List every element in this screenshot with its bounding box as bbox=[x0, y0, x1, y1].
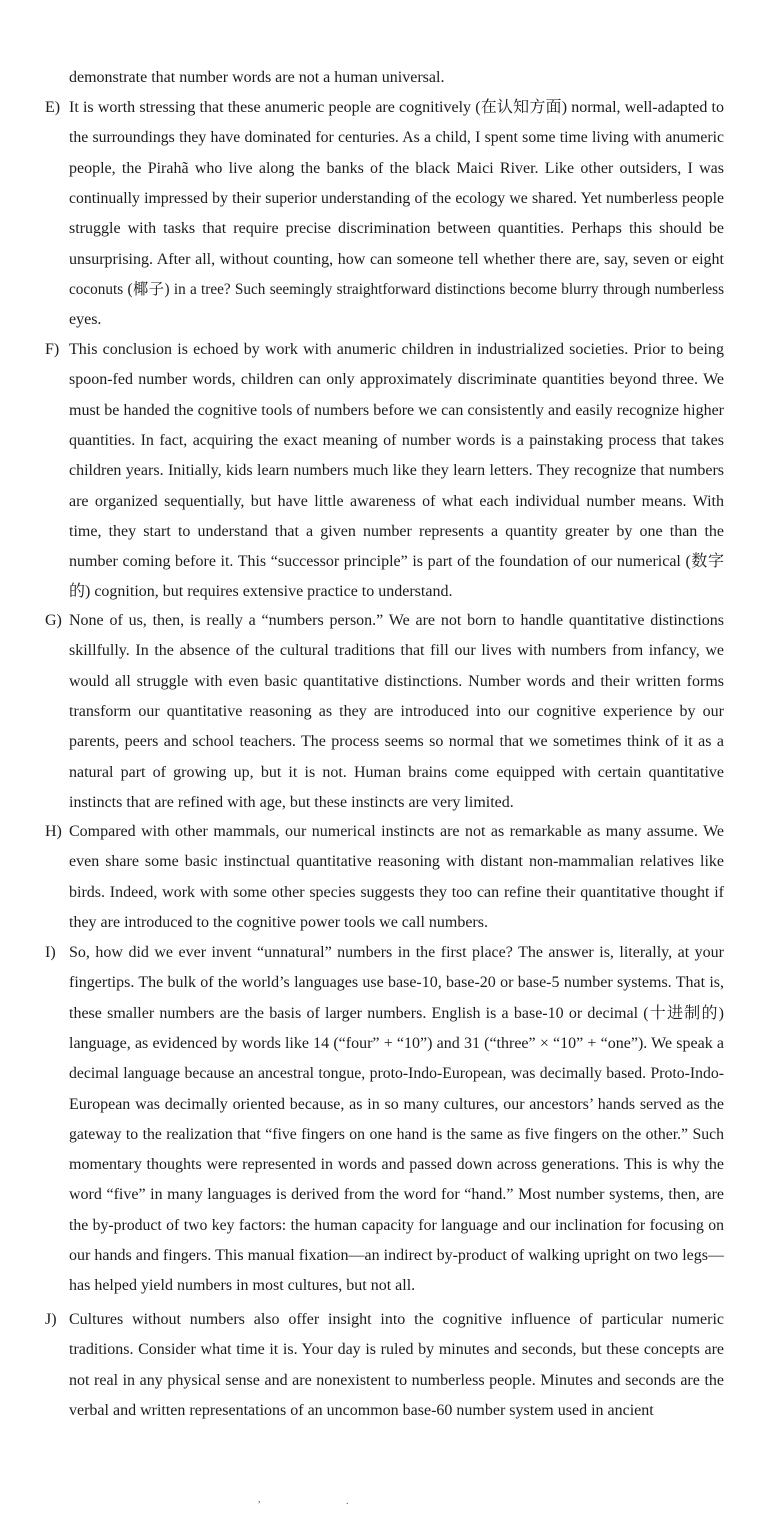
paragraph-letter: F) bbox=[45, 341, 60, 358]
paragraph-letter: H) bbox=[45, 823, 62, 840]
paragraph-line: natural part of growing up, but it is not. Human brains come equipped with certain quantitative bbox=[69, 763, 724, 781]
paragraph-line: European was decimally oriented because, as in so many cultures, our ancestors’ hands served as the bbox=[69, 1095, 724, 1113]
paragraph-line: fingertips. The bulk of the world’s languages use base-10, base-20 or base-5 number systems. That is, bbox=[69, 974, 724, 992]
paragraph-line: the surroundings they have dominated for centuries. As a child, I spent some time living with anumeric bbox=[69, 129, 724, 147]
paragraph-line: parents, peers and school teachers. The process seems so normal that we sometimes think of it as a bbox=[69, 733, 724, 751]
paragraph-line: verbal and written representations of an uncommon base-60 number system used in ancient bbox=[69, 1401, 654, 1419]
paragraph-line: demonstrate that number words are not a human universal. bbox=[69, 69, 445, 86]
paragraph-line: language, as evidenced by words like 14 (“four” + “10”) and 31 (“three” × “10” + “one”). We speak a bbox=[69, 1034, 724, 1052]
scan-mark: , bbox=[258, 1494, 261, 1505]
paragraph-line: eyes. bbox=[69, 311, 102, 329]
paragraph-line: children years. Initially, kids learn numbers much like they learn letters. They recognize that numbers bbox=[69, 462, 724, 480]
paragraph-line: traditions. Consider what time it is. Your day is ruled by minutes and seconds, but these concepts are bbox=[69, 1341, 724, 1359]
paragraph-line: coconuts (椰子) in a tree? Such seemingly straightforward distinctions become blurry through numberless bbox=[69, 280, 724, 298]
paragraph-line: 的) cognition, but requires extensive practice to understand. bbox=[69, 583, 453, 601]
paragraph-line: So, how did we ever invent “unnatural” numbers in the first place? The answer is, literally, at your bbox=[69, 944, 724, 961]
paragraph-line: time, they start to understand that a given number represents a quantity greater by one than the bbox=[69, 522, 724, 540]
paragraph-line: This conclusion is echoed by work with anumeric children in industrialized societies. Prior to being bbox=[69, 341, 724, 358]
paragraph-line: It is worth stressing that these anumeric people are cognitively (在认知方面) normal, well-adapted to bbox=[69, 99, 724, 116]
paragraph-line: None of us, then, is really a “numbers person.” We are not born to handle quantitative distinctions bbox=[69, 612, 724, 629]
paragraph-line: word “five” in many languages is derived from the word for “hand.” Most number systems, then, are bbox=[69, 1186, 724, 1204]
paragraph-line: number coming before it. This “successor principle” is part of the foundation of our numerical (数字 bbox=[69, 553, 724, 571]
paragraph-line: are organized sequentially, but have little awareness of what each individual number means. With bbox=[69, 492, 724, 510]
paragraph-letter: G) bbox=[45, 612, 62, 629]
paragraph-line: transform our quantitative reasoning as they are introduced into our cognitive experience by our bbox=[69, 702, 724, 720]
paragraph-line: our hands and fingers. This manual fixation—an indirect by-product of walking upright on two legs— bbox=[69, 1247, 724, 1264]
paragraph-line: not real in any physical sense and are nonexistent to numberless people. Minutes and seconds are the bbox=[69, 1371, 724, 1389]
paragraph-line: they are introduced to the cognitive power tools we call numbers. bbox=[69, 913, 488, 931]
paragraph-line: people, the Pirahã who live along the banks of the black Maici River. Like other outsiders, I was bbox=[69, 159, 724, 177]
paragraph-line: Cultures without numbers also offer insight into the cognitive influence of particular numeric bbox=[69, 1311, 724, 1328]
paragraph-letter: I) bbox=[45, 944, 56, 961]
paragraph-line: spoon-fed number words, children can only approximately discriminate quantities beyond three. We bbox=[69, 371, 724, 389]
paragraph-line: even share some basic instinctual quantitative reasoning with distant non-mammalian relatives like bbox=[69, 853, 724, 871]
paragraph-line: must be handed the cognitive tools of numbers before we can consistently and easily recognize higher bbox=[69, 401, 724, 419]
scan-mark: . bbox=[346, 1496, 349, 1507]
paragraph-line: quantities. In fact, acquiring the exact meaning of number words is a painstaking process that takes bbox=[69, 431, 724, 449]
paragraph-line: unsurprising. After all, without counting, how can someone tell whether there are, say, seven or eight bbox=[69, 250, 724, 268]
paragraph-line: gateway to the realization that “five fingers on one hand is the same as five fingers on the other.” Such bbox=[69, 1125, 724, 1143]
paragraph-line: skillfully. In the absence of the cultural traditions that fill our lives with numbers from infancy, we bbox=[69, 642, 724, 660]
paragraph-line: birds. Indeed, work with some other species suggests they too can refine their quantitative thought if bbox=[69, 883, 724, 901]
paragraph-line: would all struggle with even basic quantitative distinctions. Number words and their written forms bbox=[69, 672, 724, 690]
paragraph-line: has helped yield numbers in most cultures, but not all. bbox=[69, 1277, 416, 1295]
paragraph-letter: J) bbox=[45, 1311, 57, 1328]
paragraph-line: struggle with tasks that require precise discrimination between quantities. Perhaps this should be bbox=[69, 220, 724, 238]
paragraph-line: decimal language because an ancestral tongue, proto-Indo-European, was decimally based. Proto-Indo- bbox=[69, 1065, 724, 1083]
paragraph-line: Compared with other mammals, our numerical instincts are not as remarkable as many assume. We bbox=[69, 823, 724, 840]
paragraph-line: these smaller numbers are the basis of larger numbers. English is a base-10 or decimal (十进制的) bbox=[69, 1004, 724, 1022]
paragraph-line: the by-product of two key factors: the human capacity for language and our inclination for focusing on bbox=[69, 1216, 724, 1234]
paragraph-line: momentary thoughts were represented in words and passed down across generations. This is why the bbox=[69, 1156, 724, 1174]
paragraph-letter: E) bbox=[45, 99, 61, 116]
paragraph-line: instincts that are refined with age, but these instincts are very limited. bbox=[69, 793, 514, 811]
paragraph-line: continually impressed by their superior understanding of the ecology we shared. Yet numberless people bbox=[69, 189, 724, 207]
